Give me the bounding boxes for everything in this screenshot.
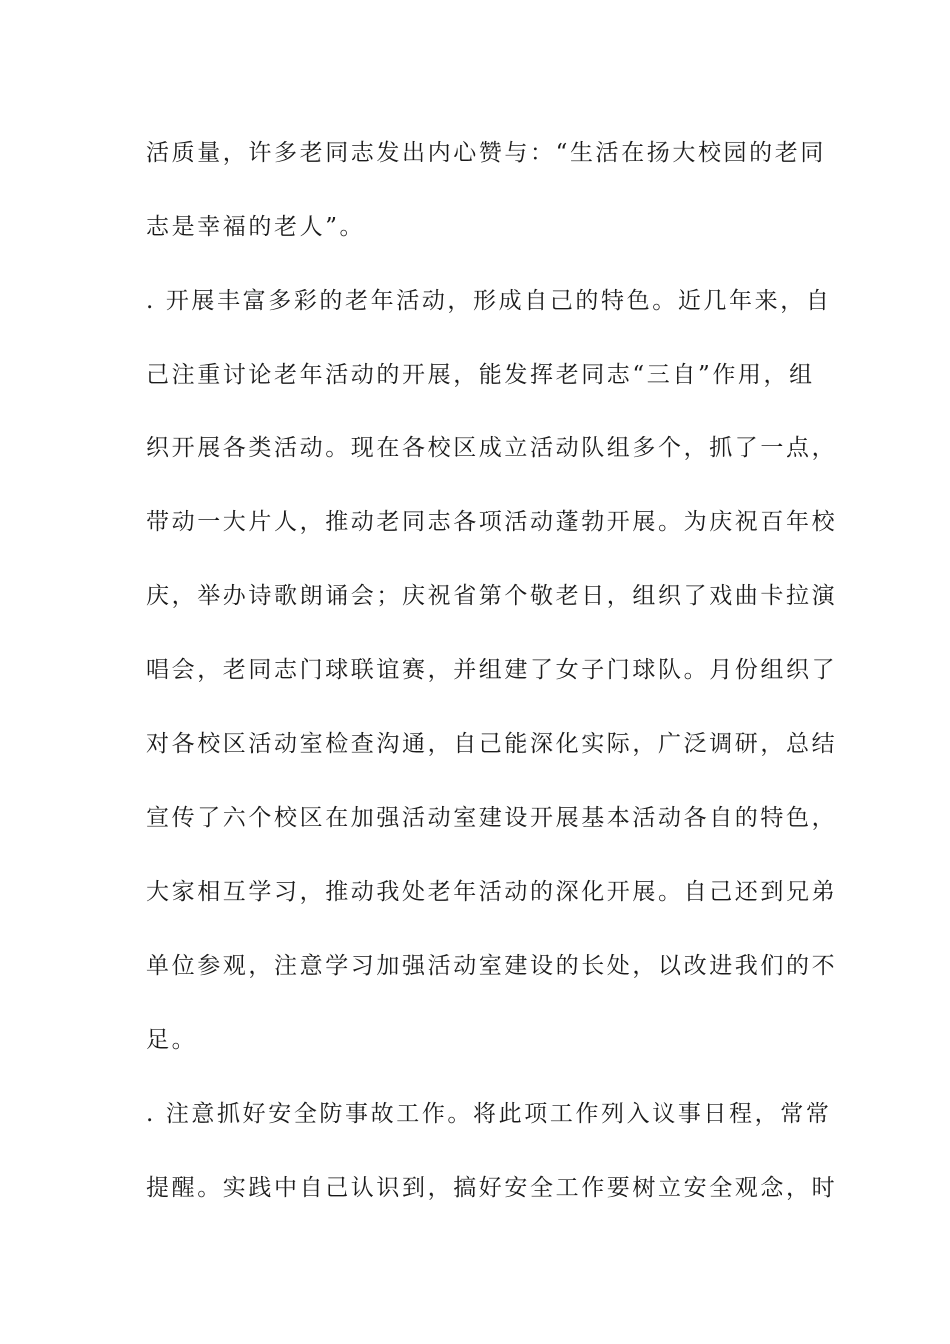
text-line: 足。 bbox=[146, 1027, 198, 1053]
text-line: 大家相互学习，推动我处老年活动的深化开展。自己还到兄弟 bbox=[146, 879, 838, 905]
text-line: 活质量，许多老同志发出内心赞与：“生活在扬大校园的老同 bbox=[146, 140, 826, 166]
text-line: . 注意抓好安全防事故工作。将此项工作列入议事日程，常常 bbox=[146, 1101, 832, 1127]
text-line: 志是幸福的老人”。 bbox=[146, 214, 366, 240]
text-line: 单位参观，注意学习加强活动室建设的长处，以改进我们的不 bbox=[146, 953, 838, 979]
text-line: 提醒。实践中自己认识到，搞好安全工作要树立安全观念，时 bbox=[146, 1175, 838, 1201]
text-line: 宣传了六个校区在加强活动室建设开展基本活动各自的特色， bbox=[146, 805, 838, 831]
text-line: 己注重讨论老年活动的开展，能发挥老同志“三自”作用，组 bbox=[146, 362, 815, 388]
text-line: 唱会，老同志门球联谊赛，并组建了女子门球队。月份组织了 bbox=[146, 657, 838, 683]
text-line: 织开展各类活动。现在各校区成立活动队组多个，抓了一点， bbox=[146, 435, 838, 461]
text-line: 带动一大片人，推动老同志各项活动蓬勃开展。为庆祝百年校 bbox=[146, 509, 838, 535]
text-line: 庆，举办诗歌朗诵会；庆祝省第个敬老日，组织了戏曲卡拉演 bbox=[146, 583, 838, 609]
text-line: 对各校区活动室检查沟通，自己能深化实际，广泛调研，总结 bbox=[146, 731, 838, 757]
text-line: . 开展丰富多彩的老年活动，形成自己的特色。近几年来，自 bbox=[146, 288, 832, 314]
